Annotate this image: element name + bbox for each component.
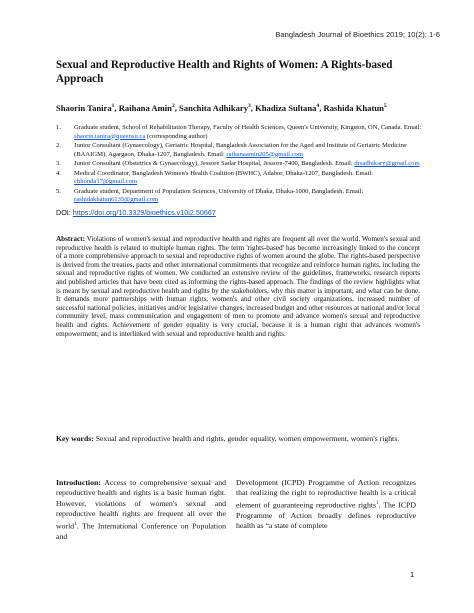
intro-column-left [56,478,226,542]
email-link[interactable]: rashidakhatun6135@gmail.com [74,196,159,203]
author-name: Sanchita Adhikary [179,103,249,113]
intro-text-end: . The ICPD Programme of Action broadly defines reproductive health as “a state of complete [236,500,416,531]
email-link[interactable]: chhonda17@gmail.com [74,178,138,185]
affiliation-item [56,160,424,169]
author-sup: 1 [111,103,115,110]
author-list: Shaorin Tanira$^1$, Raihana Amin$^2$, Sanchita Adhikary$^3$, Khadiza Sultana$^4$, Rashida Khatun$^5$ [56,103,387,113]
affiliation-text: Graduate student, Department of Population Sciences, University of Dhaka, Dhaka-1000, Bangladesh. Email: [74,187,364,195]
affiliation-text: Graduate student, School of Rehabilitation Therapy, Faculty of Health Sciences, Queen's University, Kingston, ON, Canada. Email: [74,124,422,131]
author-sup: 4 [316,103,320,110]
doi-line [56,208,436,217]
intro-text: Access to comprehensive sexual and reproductive health and rights is a basic human right. However, violations of women's sexual and reproductive health rights are frequent all over the world [56,478,226,531]
affiliation-number: 3. [56,160,61,167]
affiliation-item [56,124,424,141]
intro-column-right [236,478,416,532]
email-link[interactable]: drsadhikary@gmail.com [354,160,420,167]
affiliation-item [56,170,424,187]
intro-text-end: . The International Conference on Population and [56,521,226,541]
affiliation-item [56,142,424,159]
affiliation-item [56,188,424,205]
citation-sup: 1 [74,521,77,527]
affiliation-number: 1. [56,124,61,131]
email-link[interactable]: shaorin.tanira@queensu.ca [74,132,146,140]
affiliation-number: 2. [56,142,61,149]
affiliation-text: Junior Consultant (Obstetrics & Gynaecology), Jessore Sadar Hospital, Jessore-7400, Bangladesh. Email: [74,160,355,167]
paper-title: Sexual and Reproductive Health and Rights of Women: A Rights-based Approach [56,59,393,85]
affiliation-list [56,124,424,206]
keywords [56,434,420,445]
author-sup: 3 [248,103,251,110]
email-link[interactable]: raihanaamin205@gmail.com [226,150,303,158]
intro-text: Development (ICPD) Programme of Action recognizes that realizing the right to reproductive health is a critical element of guaranteeing reproductive rights [236,478,416,510]
keywords-text: Sexual and reproductive health and rights, gender equality, women empowerment, women's rights. [93,434,400,443]
author-sup: 5 [383,103,387,110]
affiliation-number: 5. [56,187,61,195]
author-name: Raihana Amin [118,103,172,113]
affiliation-text: Junior Consultant (Gynaecology), Geriatric Hospital, Bangladesh Association for the Aged and Institute of Geriatric Medicine (BAAIGM), Agargaon, Dhaka-1207, Bangladesh. Email: [74,142,407,158]
author-sup: 2 [171,103,175,110]
abstract [56,235,420,338]
citation-sup: 1 [376,500,379,506]
keywords-label: Key words: [56,434,94,443]
page-number: 1 [410,570,415,579]
abstract-text: Violations of women's sexual and reproductive health and rights are frequent all over the world. Women's sexual and reproductive health is related to multiple human rights. The term 'rights-based' has become increasingly linked to the concept of a more comprehensive approach to sexual and reproductive rights of women around the globe. The rights-based perspective is derived from the treaties, pacts and other international commitments that recognize and reinforce human rights, including the sexual and reproductive rights of women. We conducted an extensive review of the guidelines, frameworks, research reports and published articles that have been cited as informing the rights-based approach. The findings of the review highlights what is meant by sexual and reproductive health and rights by the stakeholders, why this matter is important, and what can be done. It demands more partnerships with human rights, women's and other civil society organizations, increased number of successful national policies, initiatives and/or legislative changes, increased budget and other resources at national and/or local community level, mass communication and engagement of men to promote and advance women's sexual and reproductive health and rights. Achievement of gender equality is very crucial, because it is a human right that advances women's empowerment; and is interlinked with sexual and reproductive health and rights. [56,235,420,338]
intro-label: Introduction: [56,478,101,487]
affiliation-text: Medical Coordinator, Bangladesh Women's Health Coalition (BWHC), Adabor, Dhaka-1207, Bangladesh. Email: [74,169,374,177]
abstract-label: Abstract: [56,235,85,243]
journal-header: Bangladesh Journal of Bioethics 2019; 10(2): 1-6 [275,30,440,39]
affiliation-suffix: (corresponding author) [145,132,208,140]
affiliation-number: 4. [56,169,61,177]
doi-label: DOI: [56,208,73,217]
author-name: Khadiza Sultana [255,103,317,113]
author-name: Shaorin Tanira [56,103,112,113]
doi-link[interactable]: https://doi.org/10.3329/bioethics.v10i2.50667 [72,208,216,217]
author-name: Rashida Khatun [323,103,384,113]
